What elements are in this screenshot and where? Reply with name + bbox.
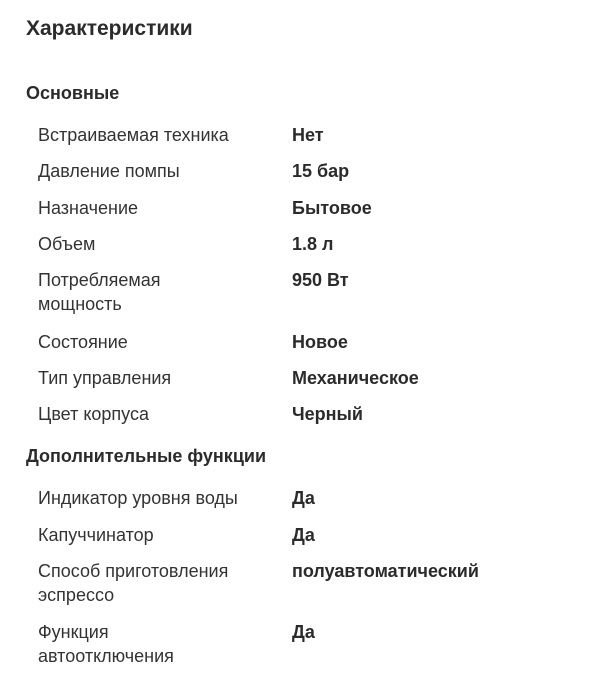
spec-row: [38, 402, 578, 426]
spec-value: 1.8 л: [292, 234, 334, 254]
spec-value: Механическое: [292, 368, 419, 388]
spec-row: [38, 123, 578, 147]
spec-row: [38, 523, 578, 547]
spec-row: [38, 232, 578, 256]
spec-label: Капуччинатор: [38, 525, 154, 545]
spec-row: [38, 620, 578, 668]
spec-label: Давление помпы: [38, 161, 180, 181]
spec-label: Встраиваемая техника: [38, 125, 229, 145]
page-title: Характеристики: [26, 17, 193, 40]
spec-label: Способ приготовления эспрессо: [38, 561, 229, 605]
spec-label: Состояние: [38, 332, 128, 352]
spec-value: Да: [292, 525, 315, 545]
spec-row: [38, 330, 578, 354]
spec-label: Назначение: [38, 198, 139, 218]
spec-row: [38, 366, 578, 390]
spec-value: Бытовое: [292, 198, 372, 218]
spec-value: Да: [292, 488, 315, 508]
spec-label: Потребляемая мощность: [38, 270, 161, 314]
section-title-main: Основные: [26, 83, 120, 103]
spec-row: [38, 486, 578, 510]
spec-value: полуавтоматический: [292, 561, 479, 581]
spec-label: Объем: [38, 234, 96, 254]
spec-value: 15 бар: [292, 161, 350, 181]
spec-label: Функция автоотключения: [38, 622, 174, 666]
spec-label: Тип управления: [38, 368, 172, 388]
section-title-extra: Дополнительные функции: [26, 446, 267, 466]
spec-value: Новое: [292, 332, 348, 352]
spec-row: [38, 159, 578, 183]
spec-row: [38, 559, 578, 607]
spec-value: Черный: [292, 404, 363, 424]
spec-row: [38, 268, 578, 316]
spec-value: Да: [292, 622, 315, 642]
spec-row: [38, 196, 578, 220]
spec-value: 950 Вт: [292, 270, 349, 290]
spec-value: Нет: [292, 125, 324, 145]
spec-label: Цвет корпуса: [38, 404, 149, 424]
spec-label: Индикатор уровня воды: [38, 488, 238, 508]
